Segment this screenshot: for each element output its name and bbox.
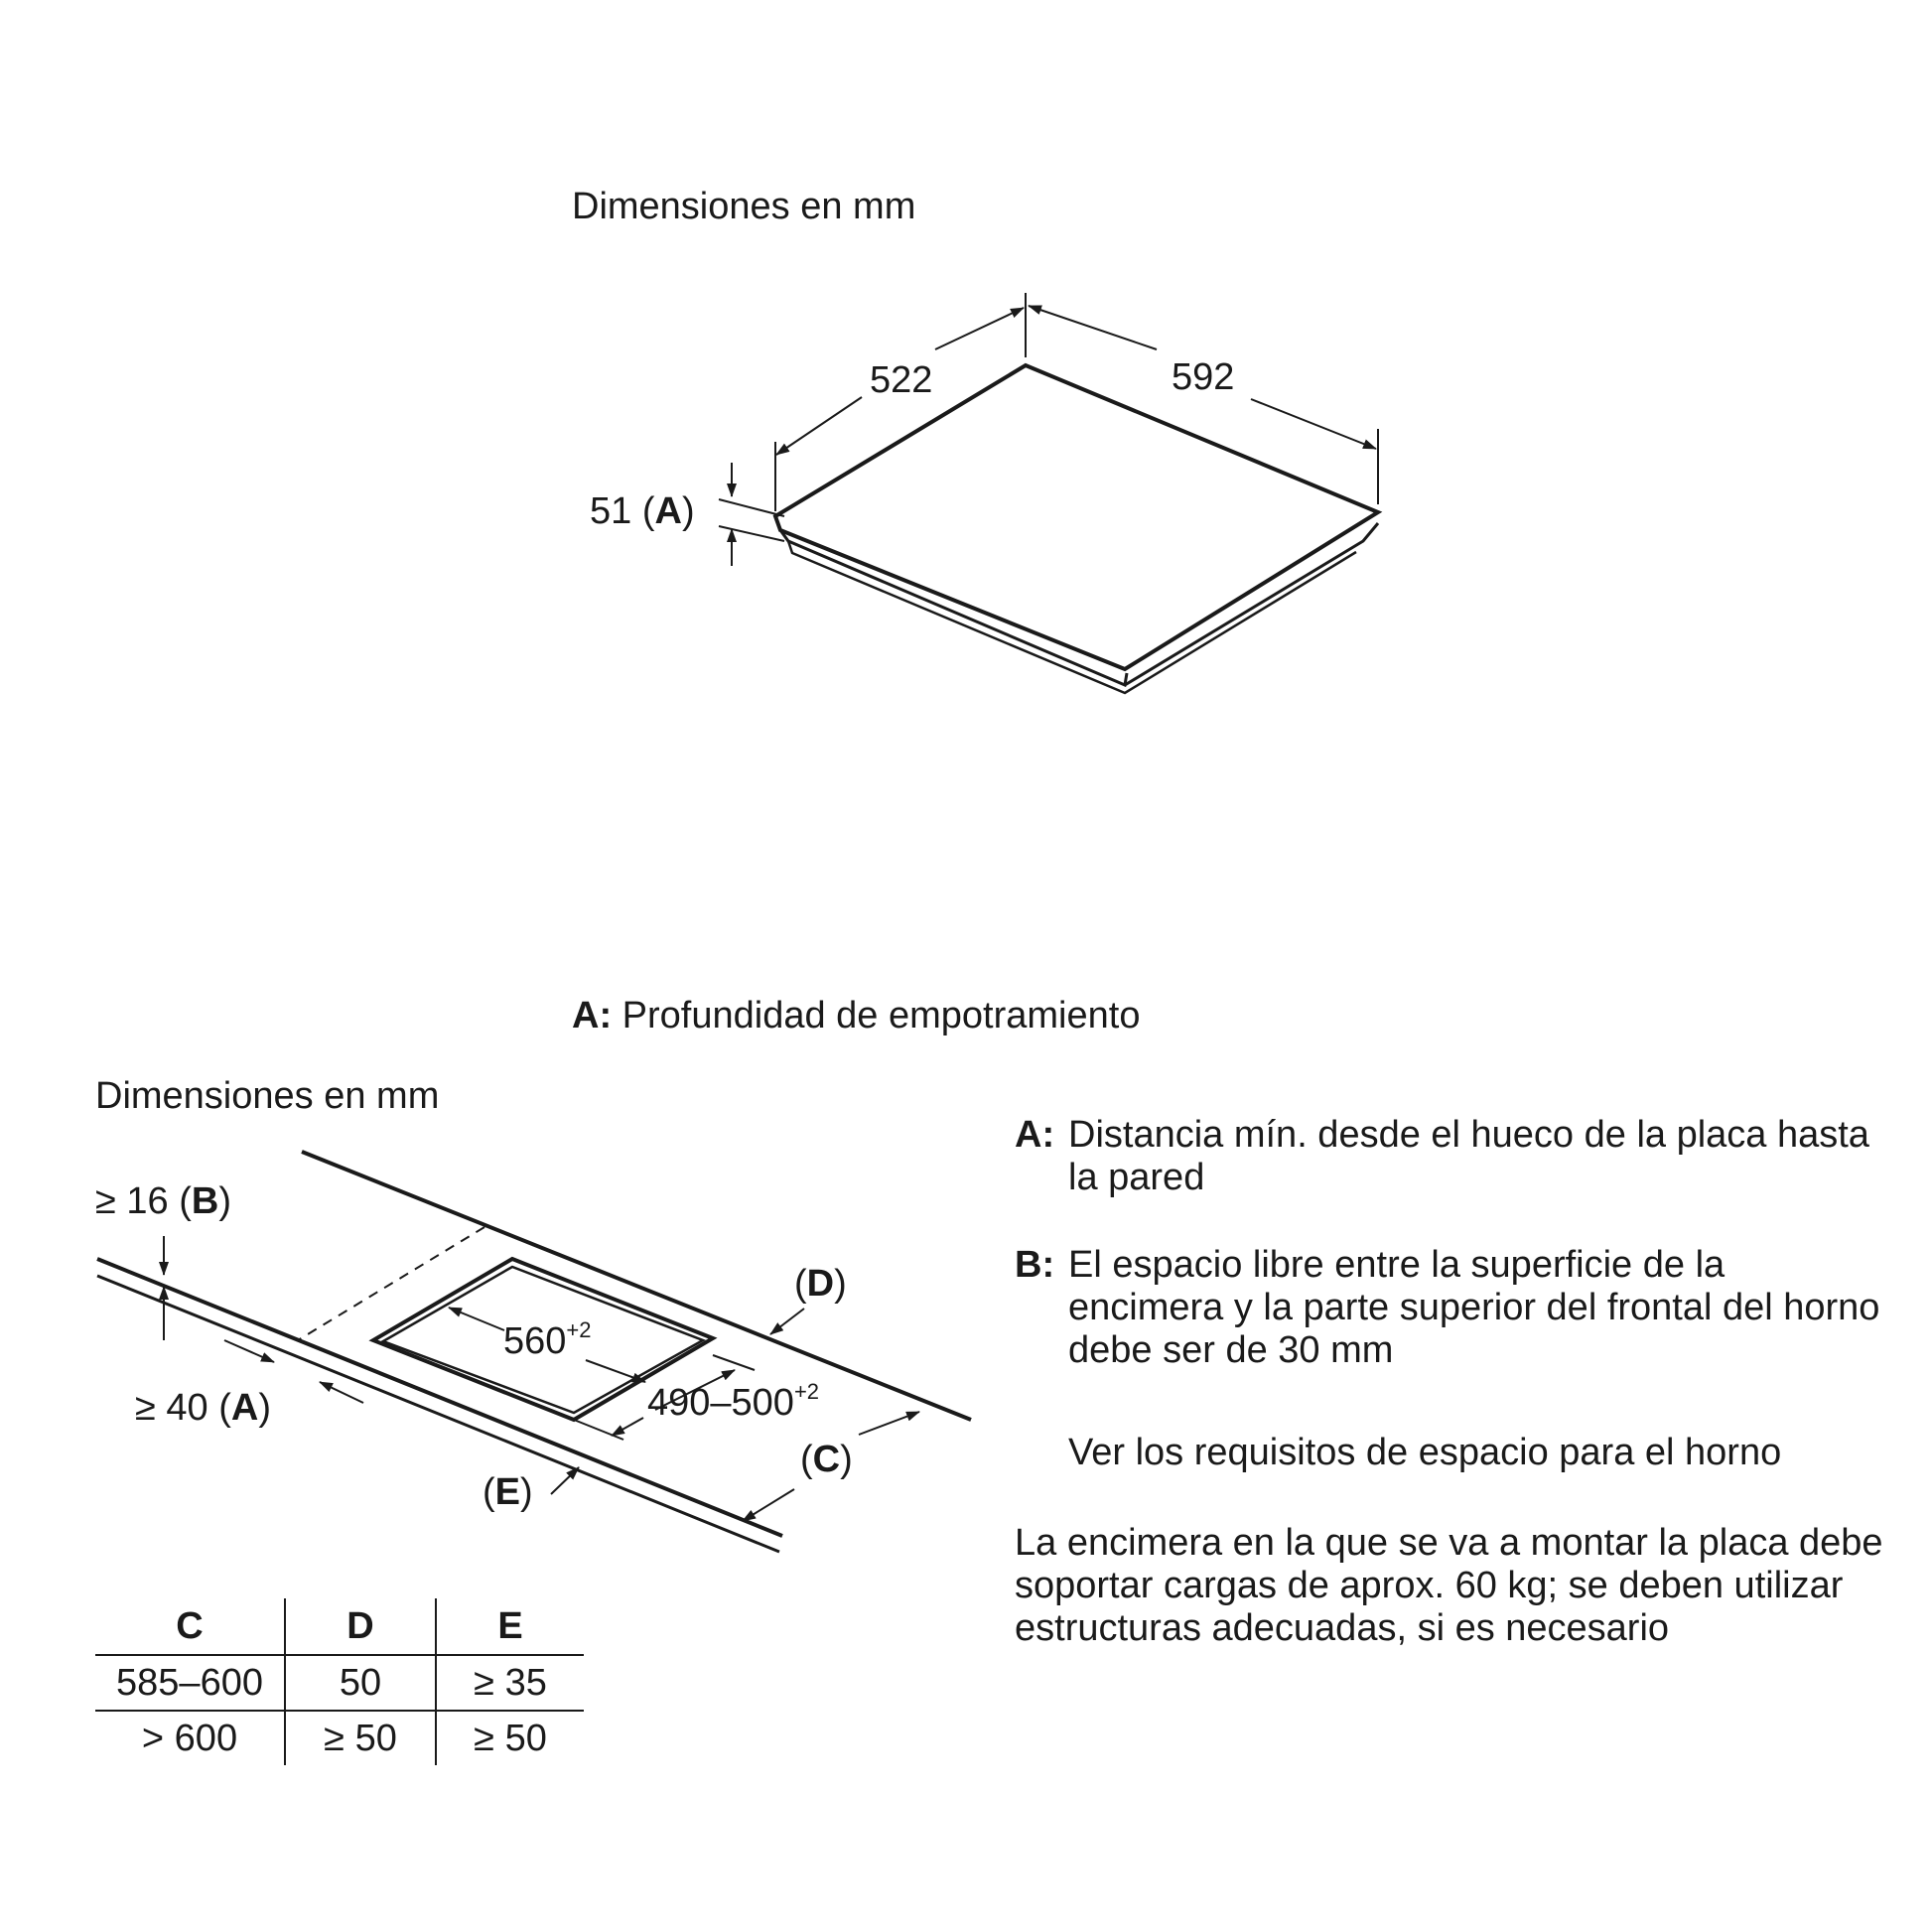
table-header-d: D — [285, 1598, 436, 1655]
table-cell: 585–600 — [95, 1655, 285, 1711]
top-legend: A: Profundidad de empotramiento — [572, 995, 1141, 1036]
label-cutout-width: $560^{+2}$ — [503, 1317, 592, 1362]
table-row — [95, 1655, 584, 1711]
top-heading: Dimensiones en mm — [572, 186, 916, 227]
table-header-c: C — [176, 1604, 204, 1647]
table-cell: > 600 — [95, 1711, 285, 1765]
clearance-table — [95, 1598, 584, 1765]
table-header-row — [95, 1598, 584, 1655]
dim-depth-label: 522 — [870, 359, 933, 401]
table-cell: ≥ 35 — [436, 1655, 584, 1711]
table-header-e: E — [436, 1598, 584, 1655]
top-dimension-lines — [719, 293, 1378, 566]
label-e: (E) — [483, 1471, 533, 1513]
hob-top-surface — [775, 365, 1378, 669]
hob-front-edge — [780, 530, 1127, 685]
note-b-key: B: — [1015, 1244, 1055, 1286]
note-b-text: El espacio libre entre la superficie de la encimera y la parte superior del frontal del horno debe ser de 30 mm — [1068, 1244, 1880, 1371]
note-a-key: A: — [1015, 1114, 1055, 1156]
table-cell: 50 — [285, 1655, 436, 1711]
label-b: ≥ 16 (B) — [95, 1180, 232, 1222]
wall-reference-line — [298, 1227, 484, 1340]
table-cell: ≥ 50 — [436, 1711, 584, 1765]
notes-panel — [1015, 1114, 1888, 1650]
note-a — [1015, 1114, 1888, 1199]
dim-height-label: 51 (A) — [590, 490, 695, 532]
note-a-text: Distancia mín. desde el hueco de la placa hasta la pared — [1068, 1114, 1869, 1198]
note-load: La encimera en la que se va a montar la placa debe soportar cargas de aprox. 60 kg; se deben utilizar estructuras adecuadas, si es necesario — [1015, 1522, 1883, 1649]
note-oven: Ver los requisitos de espacio para el horno — [1068, 1432, 1782, 1473]
dim-width-label: 592 — [1172, 356, 1235, 398]
bottom-heading: Dimensiones en mm — [95, 1075, 440, 1117]
note-b — [1015, 1244, 1888, 1372]
hob-base — [788, 541, 1356, 693]
label-cutout-depth: $490-500^{+2}$ — [647, 1379, 820, 1424]
hob-side-edge — [1125, 523, 1378, 685]
table-row — [95, 1711, 584, 1765]
label-a: ≥ 40 (A) — [135, 1387, 272, 1429]
label-d: (D) — [794, 1263, 847, 1305]
label-c: (C) — [800, 1439, 853, 1480]
table-cell: ≥ 50 — [285, 1711, 436, 1765]
